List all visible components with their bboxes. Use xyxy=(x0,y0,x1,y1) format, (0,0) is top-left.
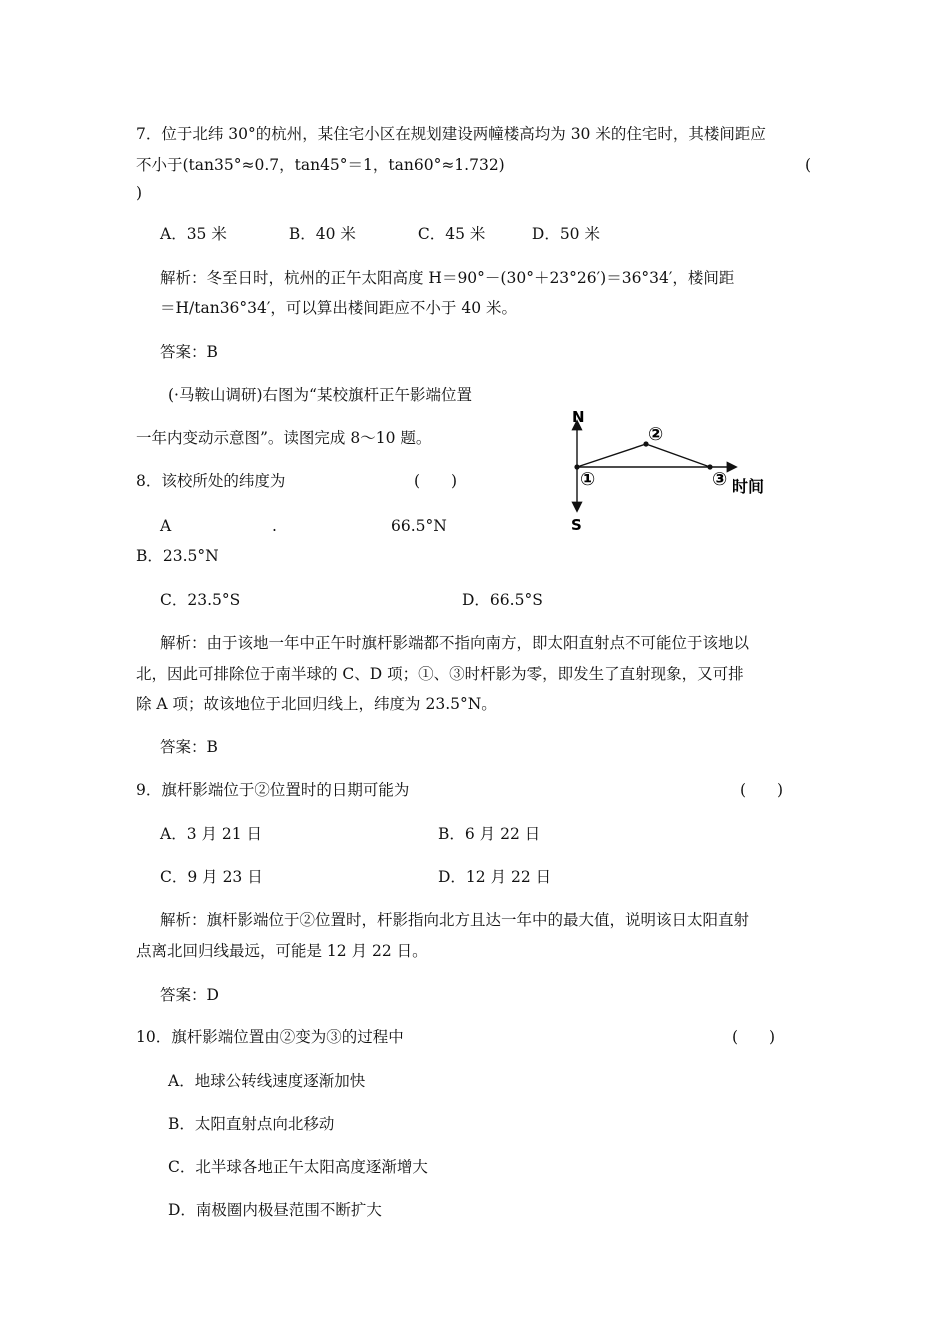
q9-analysis-line1: 解析：旗杆影端位于②位置时，杆影指向北方且达一年中的最大值，说明该日太阳直射 xyxy=(160,911,750,929)
point-1-dot xyxy=(574,464,579,469)
q7-analysis-line1: 解析：冬至日时，杭州的正午太阳高度 H＝90°－(30°＋23°26′)＝36°34′，楼间距 xyxy=(160,269,735,287)
q10-option-d: D．南极圈内极昼范围不断扩大 xyxy=(168,1201,382,1219)
q8-option-a-dot: . xyxy=(272,517,277,535)
intro-line1: (·马鞍山调研)右图为“某校旗杆正午影端位置 xyxy=(168,386,472,404)
q8-option-b: B．23.5°N xyxy=(136,547,219,565)
q8-option-c: C．23.5°S xyxy=(160,591,241,609)
q8-stem: 8．该校所处的纬度为 xyxy=(136,472,286,490)
q9-stem: 9．旗杆影端位于②位置时的日期可能为 xyxy=(136,781,410,799)
q10-option-a: A．地球公转线速度逐渐加快 xyxy=(168,1072,366,1090)
intro-line2: 一年内变动示意图”。读图完成 8～10 题。 xyxy=(136,429,432,447)
q7-answer-paren-open: ( xyxy=(805,156,812,174)
q7-answer: 答案：B xyxy=(160,343,218,361)
q9-analysis-line2: 点离北回归线最远，可能是 12 月 22 日。 xyxy=(136,942,428,960)
flagpole-shadow-diagram xyxy=(560,400,780,540)
q8-analysis-line3: 除 A 项；故该地位于北回归线上，纬度为 23.5°N。 xyxy=(136,695,497,713)
q10-option-b: B．太阳直射点向北移动 xyxy=(168,1115,335,1133)
q7-analysis-line2: ＝H/tan36°34′，可以算出楼间距应不小于 40 米。 xyxy=(160,299,517,317)
q9-answer: 答案：D xyxy=(160,986,219,1004)
q8-answer-paren: ( ) xyxy=(414,472,458,490)
q9-option-b: B．6 月 22 日 xyxy=(438,825,541,843)
q8-analysis-line2: 北，因此可排除位于南半球的 C、D 项；①、③时杆影为零，即发生了直射现象，又可排 xyxy=(136,665,744,683)
point-2-label: ② xyxy=(648,424,664,445)
q9-option-a: A．3 月 21 日 xyxy=(160,825,263,843)
point-1-label: ① xyxy=(580,469,596,490)
q10-stem: 10．旗杆影端位置由②变为③的过程中 xyxy=(136,1028,404,1046)
q8-option-a-value: 66.5°N xyxy=(391,517,447,535)
south-label: S xyxy=(571,516,582,534)
q10-option-c: C．北半球各地正午太阳高度逐渐增大 xyxy=(168,1158,428,1176)
q7-stem-line2: 不小于(tan35°≈0.7，tan45°＝1，tan60°≈1.732) xyxy=(136,156,505,174)
q8-answer: 答案：B xyxy=(160,738,218,756)
q9-option-d: D．12 月 22 日 xyxy=(438,868,552,886)
q8-option-a-label: A xyxy=(160,517,172,535)
q8-analysis-line1: 解析：由于该地一年中正午时旗杆影端都不指向南方，即太阳直射点不可能位于该地以 xyxy=(160,634,750,652)
time-axis-label: 时间 xyxy=(732,477,765,496)
q9-option-c: C．9 月 23 日 xyxy=(160,868,263,886)
north-label: N xyxy=(572,408,585,426)
q7-options: A．35 米 B．40 米 C．45 米 D．50 米 xyxy=(160,225,600,243)
q7-answer-paren-close: ) xyxy=(136,184,143,202)
q8-option-d: D．66.5°S xyxy=(462,591,543,609)
shadow-path xyxy=(577,444,710,467)
q9-answer-paren: ( ) xyxy=(740,781,784,799)
q10-answer-paren: ( ) xyxy=(732,1028,776,1046)
q7-stem-line1: 7．位于北纬 30°的杭州，某住宅小区在规划建设两幢楼高均为 30 米的住宅时，其楼间距应 xyxy=(136,125,766,143)
point-3-label: ③ xyxy=(712,469,728,490)
